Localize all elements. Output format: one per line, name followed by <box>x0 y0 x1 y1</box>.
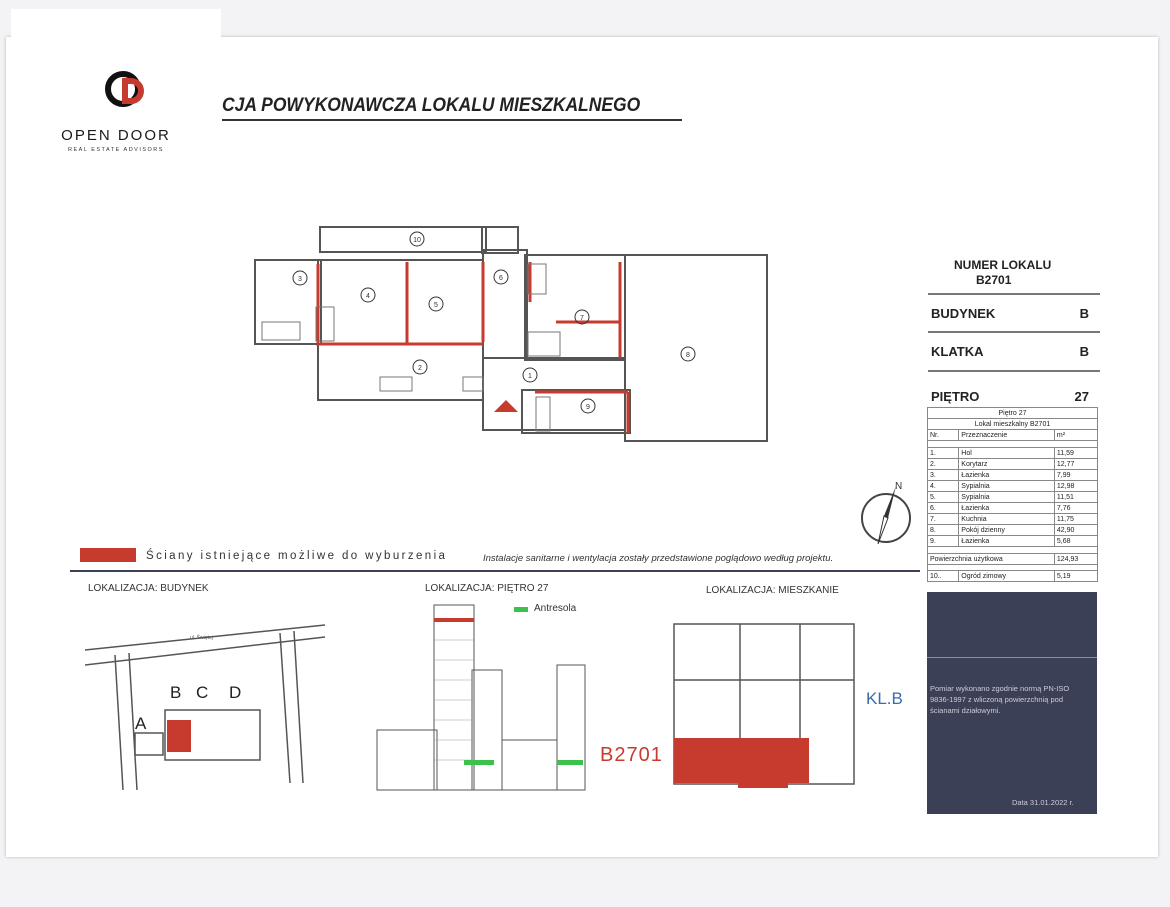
room-number: 5 <box>434 302 438 309</box>
table-row: 3. Łazienka 7,99 <box>928 470 1098 481</box>
building-value: B <box>1079 306 1089 321</box>
table-row: 2. Korytarz 12,77 <box>928 459 1098 470</box>
street-label: ul. Świętej <box>190 635 213 641</box>
floor-label: PIĘTRO <box>931 389 980 404</box>
building-letter-d: D <box>229 683 242 702</box>
unit-callout: B2701 <box>600 744 663 766</box>
building-elevation <box>372 600 597 800</box>
divider <box>927 657 1097 658</box>
floor-value: 27 <box>1074 389 1089 404</box>
table-subheader: Lokal mieszkalny B2701 <box>928 419 1098 430</box>
room-number: 1 <box>528 373 532 380</box>
table-row: 1. Hol 11,59 <box>928 448 1098 459</box>
room-number: 9 <box>586 404 590 411</box>
document-title: CJA POWYKONAWCZA LOKALU MIESZKALNEGO <box>222 95 641 116</box>
building-letter-c: C <box>196 683 209 702</box>
total-row: Powierzchnia użytkowa 124,93 <box>928 554 1098 565</box>
stairwell-value: B <box>1079 344 1089 359</box>
table-row: 6. Łazienka 7,76 <box>928 503 1098 514</box>
building-row <box>931 306 1103 321</box>
brand-name: OPEN DOOR <box>61 127 171 144</box>
compass-icon <box>858 478 916 550</box>
stairwell-label: KLATKA <box>931 344 984 359</box>
table-row: 4. Sypialnia 12,98 <box>928 481 1098 492</box>
svg-text:N: N <box>895 481 903 492</box>
floor-row <box>931 389 1103 404</box>
building-letter-a: A <box>135 714 147 733</box>
room-number: 7 <box>580 315 584 322</box>
unit-number-label: NUMER LOKALU <box>954 258 1052 272</box>
brand-tagline: REAL ESTATE ADVISORS <box>68 147 164 153</box>
room-number: 6 <box>499 275 503 282</box>
measurement-note: Pomiar wykonano zgodnie normą PN-ISO 9836-1997 z wliczoną powierzchnią pod ścianami działowymi. <box>930 684 1070 715</box>
legend-walls: Ściany istniejące możliwe do wyburzenia <box>146 550 448 562</box>
col-header-nr: Nr. <box>928 430 959 441</box>
extra-row: 10.. Ogród zimowy 5,19 <box>928 571 1098 582</box>
stairwell-row <box>931 344 1103 359</box>
document-date: Data 31.01.2022 r. <box>1012 798 1074 807</box>
section-apartment: LOKALIZACJA: MIESZKANIE <box>706 585 839 596</box>
divider <box>928 370 1100 372</box>
divider <box>928 331 1100 333</box>
legend-swatch <box>80 548 136 562</box>
room-number: 2 <box>418 365 422 372</box>
table-row: 8. Pokój dzienny 42,90 <box>928 525 1098 536</box>
rooms-table <box>927 407 1098 582</box>
room-number: 10 <box>413 237 421 244</box>
open-door-logo-icon <box>11 9 221 119</box>
room-number: 8 <box>686 352 690 359</box>
table-row: 9. Łazienka 5,68 <box>928 536 1098 547</box>
apartment-location-plan <box>670 620 865 792</box>
stairwell-callout: KL.B <box>866 689 903 708</box>
unit-number-value: B2701 <box>976 273 1012 287</box>
title-underline <box>222 119 682 121</box>
table-row: 5. Sypialnia 11,51 <box>928 492 1098 503</box>
col-header-area: m² <box>1054 430 1097 441</box>
section-building: LOKALIZACJA: BUDYNEK <box>88 583 209 594</box>
legend-installations: Instalacje sanitarne i wentylacja zostały przedstawione poglądowo według projektu. <box>483 553 834 564</box>
logo <box>11 9 221 204</box>
floor-plan <box>250 222 780 452</box>
divider <box>928 293 1100 295</box>
col-header-name: Przeznaczenie <box>959 430 1055 441</box>
room-number: 4 <box>366 293 370 300</box>
building-label: BUDYNEK <box>931 306 996 321</box>
antresola-label: Antresola <box>534 603 577 614</box>
section-floor: LOKALIZACJA: PIĘTRO 27 <box>425 583 549 594</box>
table-header: Piętro 27 <box>928 408 1098 419</box>
building-letter-b: B <box>170 683 182 702</box>
table-row: 7. Kuchnia 11,75 <box>928 514 1098 525</box>
legend-rule <box>70 570 920 572</box>
room-number: 3 <box>298 276 302 283</box>
